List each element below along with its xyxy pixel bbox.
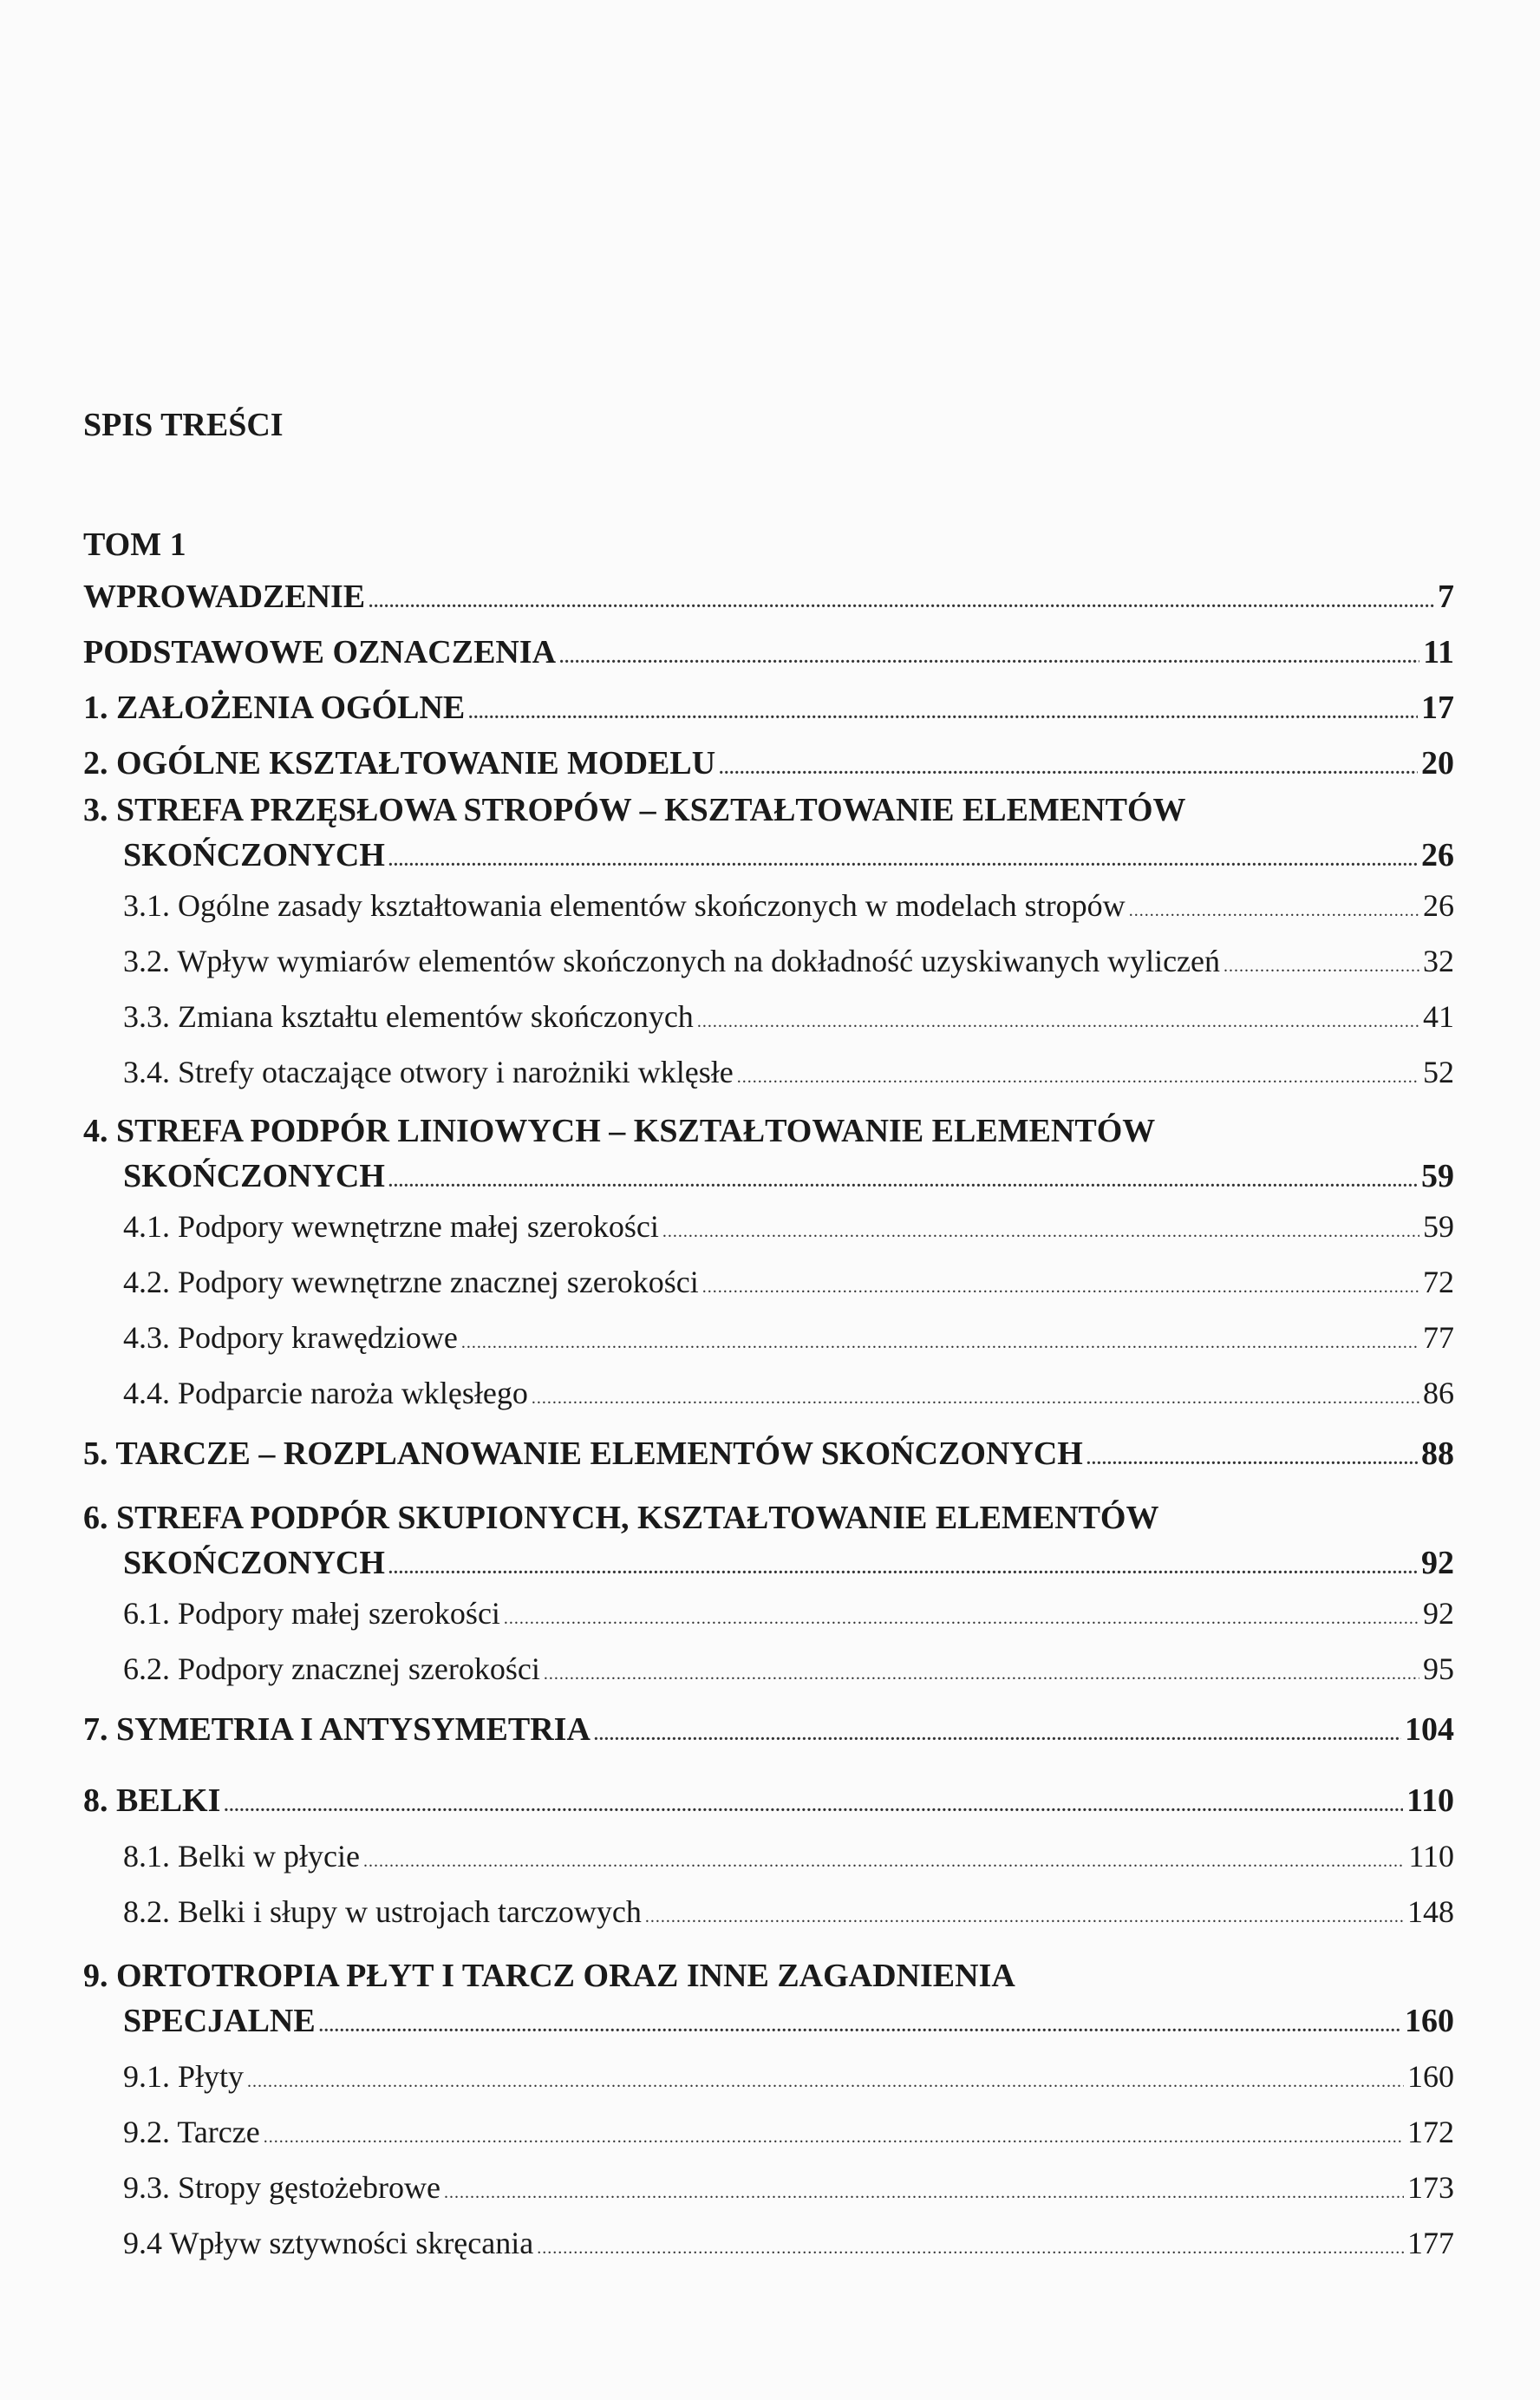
toc-entry-page: 173 bbox=[1407, 2170, 1454, 2205]
leader-dots bbox=[719, 742, 1418, 789]
toc-subentry[interactable] bbox=[123, 1051, 1454, 1093]
toc-entry[interactable] bbox=[83, 1433, 1454, 1475]
toc-entry-label: 4.2. Podpory wewnętrzne znacznej szerokości bbox=[123, 1265, 699, 1299]
toc-entry-label: SKOŃCZONYCH bbox=[123, 837, 385, 873]
leader-dots bbox=[468, 687, 1418, 734]
toc-entry-label: 4.3. Podpory krawędziowe bbox=[123, 1320, 458, 1355]
toc-entry[interactable] bbox=[83, 687, 1454, 729]
toc-entry-label: WPROWADZENIE bbox=[83, 579, 366, 615]
toc-entry-page: 110 bbox=[1408, 1839, 1454, 1874]
toc-subentry[interactable] bbox=[123, 2111, 1454, 2153]
toc-entry-label: 9.2. Tarcze bbox=[123, 2115, 260, 2149]
leader-dots bbox=[1086, 1433, 1418, 1480]
toc-entry-page: 110 bbox=[1406, 1782, 1454, 1819]
toc-entry[interactable] bbox=[123, 1542, 1454, 1584]
toc-entry-label: 6.2. Podpory znacznej szerokości bbox=[123, 1651, 540, 1686]
leader-dots bbox=[319, 2000, 1401, 2047]
toc-entry-label: 4.1. Podpory wewnętrzne małej szerokości bbox=[123, 1209, 659, 1244]
toc-entry-page: 92 bbox=[1421, 1545, 1454, 1581]
toc-entry-page: 104 bbox=[1405, 1711, 1454, 1748]
toc-entry-label: 3.4. Strefy otaczające otwory i narożniki wklęsłe bbox=[123, 1055, 734, 1089]
toc-subentry[interactable] bbox=[123, 1835, 1454, 1877]
toc-entry-page: 26 bbox=[1423, 888, 1454, 923]
toc-subentry[interactable] bbox=[123, 2222, 1454, 2264]
toc-entry-heading-line: 9. ORTOTROPIA PŁYT I TARCZ ORAZ INNE ZAGADNIENIA bbox=[83, 1958, 1015, 1994]
toc-entry[interactable] bbox=[123, 834, 1454, 876]
toc-entry-label: 3.3. Zmiana kształtu elementów skończonych bbox=[123, 999, 694, 1034]
leader-dots bbox=[645, 1891, 1404, 1938]
leader-dots bbox=[559, 631, 1419, 678]
toc-entry[interactable] bbox=[83, 742, 1454, 784]
toc-entry-label: 8.2. Belki i słupy w ustrojach tarczowych bbox=[123, 1894, 642, 1929]
page-title: SPIS TREŚCI bbox=[83, 407, 284, 443]
toc-entry-page: 88 bbox=[1421, 1435, 1454, 1472]
toc-entry-page: 59 bbox=[1423, 1209, 1454, 1244]
toc-entry[interactable] bbox=[83, 1709, 1454, 1750]
toc-entry-label: SPECJALNE bbox=[123, 2003, 316, 2039]
leader-dots bbox=[247, 2056, 1404, 2102]
toc-entry-label: 9.3. Stropy gęstożebrowe bbox=[123, 2170, 440, 2205]
leader-dots bbox=[444, 2167, 1404, 2214]
toc-entry-page: 20 bbox=[1421, 745, 1454, 781]
toc-entry-page: 41 bbox=[1423, 999, 1454, 1034]
toc-entry-page: 52 bbox=[1423, 1055, 1454, 1089]
leader-dots bbox=[544, 1648, 1419, 1695]
toc-subentry[interactable] bbox=[123, 2167, 1454, 2208]
toc-entry-page: 72 bbox=[1423, 1265, 1454, 1299]
toc-entry-label: SKOŃCZONYCH bbox=[123, 1545, 385, 1581]
leader-dots bbox=[537, 2222, 1404, 2269]
leader-dots bbox=[224, 1780, 1403, 1827]
toc-entry-page: 160 bbox=[1407, 2059, 1454, 2094]
toc-entry-page: 95 bbox=[1423, 1651, 1454, 1686]
toc-entry-heading-line: 3. STREFA PRZĘSŁOWA STROPÓW – KSZTAŁTOWANIE ELEMENTÓW bbox=[83, 792, 1186, 828]
toc-subentry[interactable] bbox=[123, 1592, 1454, 1634]
toc-entry-label: 8.1. Belki w płycie bbox=[123, 1839, 360, 1874]
toc-entry-page: 160 bbox=[1405, 2003, 1454, 2039]
toc-subentry[interactable] bbox=[123, 996, 1454, 1037]
toc-subentry[interactable] bbox=[123, 940, 1454, 982]
toc-entry-label: SKOŃCZONYCH bbox=[123, 1158, 385, 1194]
leader-dots bbox=[737, 1051, 1419, 1098]
toc-entry-page: 7 bbox=[1438, 579, 1454, 615]
toc-subentry[interactable] bbox=[123, 1648, 1454, 1690]
leader-dots bbox=[461, 1317, 1419, 1363]
leader-dots bbox=[594, 1709, 1401, 1756]
leader-dots bbox=[363, 1835, 1405, 1882]
toc-entry-heading-line: 4. STREFA PODPÓR LINIOWYCH – KSZTAŁTOWANIE ELEMENTÓW bbox=[83, 1113, 1156, 1149]
toc-entry[interactable] bbox=[123, 2000, 1454, 2042]
leader-dots bbox=[388, 1542, 1418, 1589]
toc-entry[interactable] bbox=[83, 631, 1454, 673]
leader-dots bbox=[369, 576, 1434, 623]
leader-dots bbox=[504, 1592, 1419, 1639]
toc-entry-page: 177 bbox=[1407, 2226, 1454, 2260]
toc-entry-page: 11 bbox=[1423, 634, 1454, 670]
toc-entry-label: 3.1. Ogólne zasady kształtowania elementów skończonych w modelach stropów bbox=[123, 888, 1126, 923]
leader-dots bbox=[388, 834, 1418, 881]
toc-entry-page: 77 bbox=[1423, 1320, 1454, 1355]
toc-entry-label: 7. SYMETRIA I ANTYSYMETRIA bbox=[83, 1711, 591, 1748]
toc-entry-label: 9.1. Płyty bbox=[123, 2059, 245, 2094]
leader-dots bbox=[1129, 885, 1419, 932]
toc-entry-page: 92 bbox=[1423, 1596, 1454, 1631]
toc-entry-label: 1. ZAŁOŻENIA OGÓLNE bbox=[83, 690, 466, 726]
toc-subentry[interactable] bbox=[123, 1261, 1454, 1303]
toc-entry-label: 3.2. Wpływ wymiarów elementów skończonych na dokładność uzyskiwanych wyliczeń bbox=[123, 944, 1221, 978]
leader-dots bbox=[1224, 940, 1419, 987]
toc-entry-label: 8. BELKI bbox=[83, 1782, 221, 1819]
toc-entry-page: 32 bbox=[1423, 944, 1454, 978]
toc-entry-heading-line: 6. STREFA PODPÓR SKUPIONYCH, KSZTAŁTOWANIE ELEMENTÓW bbox=[83, 1500, 1159, 1536]
toc-entry-label: 5. TARCZE – ROZPLANOWANIE ELEMENTÓW SKOŃCZONYCH bbox=[83, 1435, 1083, 1472]
toc-entry-page: 59 bbox=[1421, 1158, 1454, 1194]
toc-entry-label: 2. OGÓLNE KSZTAŁTOWANIE MODELU bbox=[83, 745, 716, 781]
toc-subentry[interactable] bbox=[123, 2056, 1454, 2097]
toc-entry-page: 86 bbox=[1423, 1376, 1454, 1410]
toc-subentry[interactable] bbox=[123, 1891, 1454, 1932]
toc-entry-page: 148 bbox=[1407, 1894, 1454, 1929]
leader-dots bbox=[532, 1372, 1419, 1419]
volume-heading: TOM 1 bbox=[83, 526, 186, 563]
leader-dots bbox=[702, 1261, 1419, 1308]
leader-dots bbox=[662, 1206, 1419, 1252]
toc-subentry[interactable] bbox=[123, 1372, 1454, 1414]
leader-dots bbox=[264, 2111, 1404, 2158]
toc-entry[interactable] bbox=[83, 1780, 1454, 1821]
toc-subentry[interactable] bbox=[123, 1206, 1454, 1247]
toc-entry-page: 26 bbox=[1421, 837, 1454, 873]
toc-entry-label: 6.1. Podpory małej szerokości bbox=[123, 1596, 500, 1631]
toc-entry[interactable] bbox=[83, 576, 1454, 618]
toc-entry-label: 4.4. Podparcie naroża wklęsłego bbox=[123, 1376, 528, 1410]
toc-subentry[interactable] bbox=[123, 885, 1454, 926]
toc-entry-page: 172 bbox=[1407, 2115, 1454, 2149]
leader-dots bbox=[388, 1155, 1418, 1202]
toc-entry-label: PODSTAWOWE OZNACZENIA bbox=[83, 634, 557, 670]
leader-dots bbox=[697, 996, 1419, 1043]
toc-entry[interactable] bbox=[123, 1155, 1454, 1197]
toc-entry-label: 9.4 Wpływ sztywności skręcania bbox=[123, 2226, 534, 2260]
toc-entry-page: 17 bbox=[1421, 690, 1454, 726]
toc-subentry[interactable] bbox=[123, 1317, 1454, 1358]
